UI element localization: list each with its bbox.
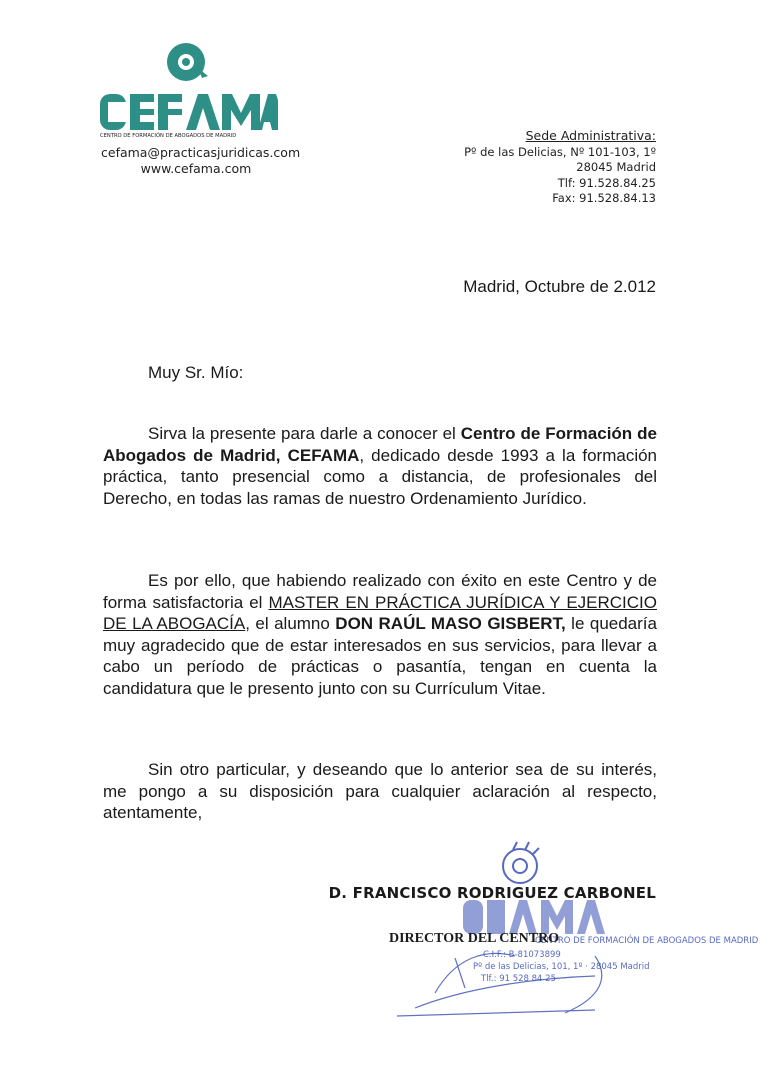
cefama-logo-graphic bbox=[98, 38, 278, 138]
greeting: Muy Sr. Mío: bbox=[148, 363, 244, 382]
sede-administrativa bbox=[436, 128, 656, 207]
sede-address-line1: Pº de las Delicias, Nº 101-103, 1º bbox=[464, 144, 656, 159]
paragraph-1 bbox=[103, 423, 657, 509]
stamp-phone: Tlf.: 91 528 84 25 bbox=[481, 974, 556, 984]
p2-text-e: le quedaría muy agradecido que de estar interesados en sus servicios, para llevar a cabo un período de prácticas o pasantía, tengan en cuenta la candidatura que le presento junto con su Currículum Vitae. bbox=[103, 614, 657, 698]
p1-text-a: Sirva la presente para darle a conocer el bbox=[148, 424, 461, 443]
email-link[interactable]: cefama@practicasjuridicas.com bbox=[101, 145, 301, 160]
p2-master-title: MASTER EN PRÁCTICA JURÍDICA Y EJERCICIO DE LA ABOGACÍA bbox=[103, 592, 657, 634]
website-link[interactable]: www.cefama.com bbox=[140, 161, 252, 176]
signatory-name: D. FRANCISCO RODRIGUEZ CARBONEL bbox=[328, 884, 656, 902]
logo-tagline: CENTRO DE FORMACIÓN DE ABOGADOS DE MADRID bbox=[100, 133, 237, 138]
p3-text: Sin otro particular, y deseando que lo anterior sea de su interés, me pongo a su disposición para cualquier aclaración al respecto, atentamente, bbox=[103, 760, 657, 823]
stamp-line1: CENTRO DE FORMACIÓN DE ABOGADOS DE MADRID bbox=[535, 936, 759, 946]
stamp-cif: C.I.F.: B-81073899 bbox=[483, 950, 561, 960]
sede-fax: Fax: 91.528.84.13 bbox=[552, 191, 656, 205]
p2-student-name: DON RAÚL MASO GISBERT, bbox=[335, 614, 566, 634]
sede-title: Sede Administrativa: bbox=[525, 128, 656, 143]
paragraph-2 bbox=[103, 570, 657, 700]
paragraph-3 bbox=[103, 759, 657, 824]
contact-info bbox=[101, 145, 301, 177]
letter-date: Madrid, Octubre de 2.012 bbox=[463, 277, 656, 296]
stamp-address: Pº de las Delicias, 101, 1º · 28045 Madrid bbox=[473, 962, 650, 972]
p2-text-c: , el alumno bbox=[245, 614, 336, 634]
sede-phone: Tlf: 91.528.84.25 bbox=[557, 175, 656, 190]
p1-text-c: , dedicado desde 1993 a la formación práctica, tanto presencial como a distancia, de profesionales del Derecho, en todas las ramas de nuestro Ordenamiento Jurídico. bbox=[103, 445, 658, 508]
sede-address-line2: 28045 Madrid bbox=[576, 160, 656, 174]
p2-text-a: Es por ello, que habiendo realizado con éxito en este Centro y de forma satisfactoria el bbox=[103, 571, 657, 612]
p1-center-name: Centro de Formación de Abogados de Madrid, CEFAMA bbox=[103, 424, 657, 465]
cefama-logo bbox=[98, 38, 288, 138]
signatory-title: DIRECTOR DEL CENTRO bbox=[389, 931, 560, 946]
